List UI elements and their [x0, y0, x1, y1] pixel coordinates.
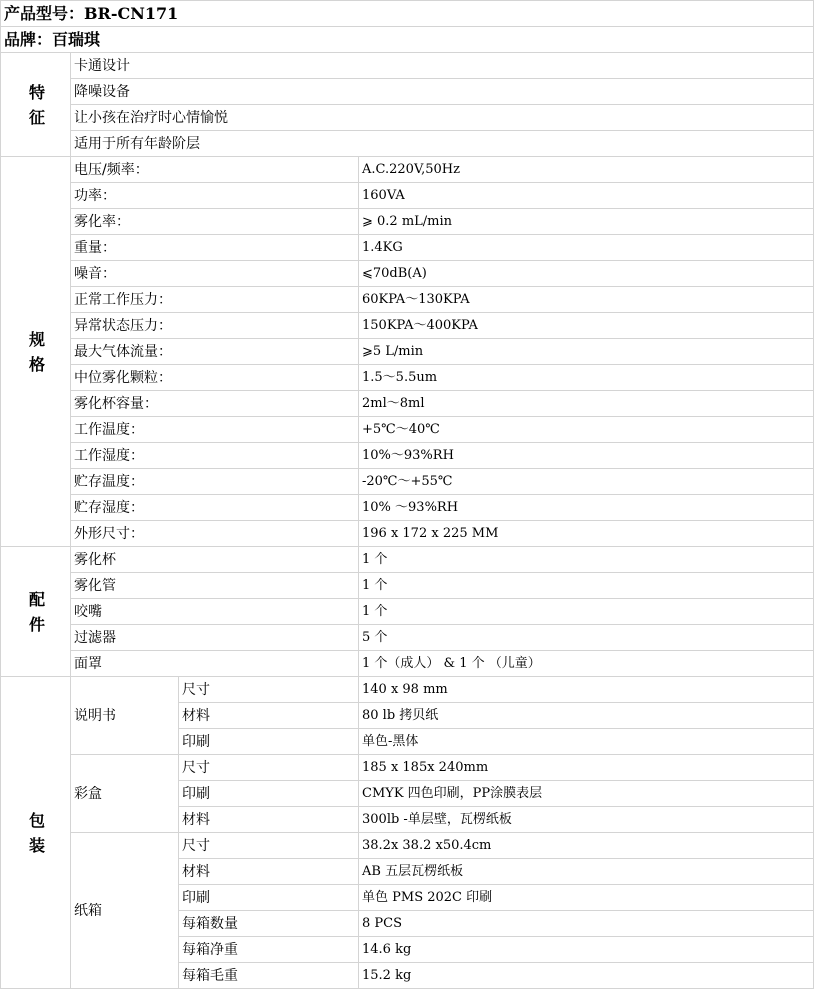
packaging-label: 尺寸 — [179, 833, 359, 859]
spec-value: 2ml～8ml — [359, 391, 814, 417]
accessory-row — [1, 599, 814, 625]
spec-row — [1, 495, 814, 521]
accessory-row — [1, 547, 814, 573]
spec-value: 150KPA～400KPA — [359, 313, 814, 339]
packaging-label: 材料 — [179, 703, 359, 729]
packaging-value: 14.6 kg — [359, 937, 814, 963]
spec-label: 功率： — [71, 183, 359, 209]
accessories-section-title — [1, 547, 71, 677]
packaging-label: 尺寸 — [179, 677, 359, 703]
spec-value: 1.5～5.5um — [359, 365, 814, 391]
product-brand: 品牌：百瑞琪 — [1, 27, 814, 53]
accessory-row — [1, 651, 814, 677]
packaging-row — [1, 677, 814, 703]
packaging-label: 印刷 — [179, 885, 359, 911]
spec-label: 中位雾化颗粒： — [71, 365, 359, 391]
packaging-value: 185 x 185x 240mm — [359, 755, 814, 781]
brand-row — [1, 27, 814, 53]
packaging-group-carton: 纸箱 — [71, 833, 179, 989]
packaging-label: 尺寸 — [179, 755, 359, 781]
accessory-label: 雾化管 — [71, 573, 359, 599]
spec-label: 工作温度： — [71, 417, 359, 443]
spec-row — [1, 443, 814, 469]
packaging-value: 300lb -单层壁，瓦楞纸板 — [359, 807, 814, 833]
specs-section-title — [1, 157, 71, 547]
spec-value: 160VA — [359, 183, 814, 209]
spec-row — [1, 261, 814, 287]
spec-value: 196 x 172 x 225 MM — [359, 521, 814, 547]
spec-row — [1, 313, 814, 339]
spec-label: 雾化率： — [71, 209, 359, 235]
packaging-value: 140 x 98 mm — [359, 677, 814, 703]
spec-value: ⩽70dB(A) — [359, 261, 814, 287]
spec-value: 60KPA～130KPA — [359, 287, 814, 313]
spec-label: 雾化杯容量： — [71, 391, 359, 417]
features-section-title — [1, 53, 71, 157]
spec-row — [1, 235, 814, 261]
accessory-label: 咬嘴 — [71, 599, 359, 625]
packaging-row — [1, 833, 814, 859]
spec-label: 异常状态压力： — [71, 313, 359, 339]
spec-label: 贮存湿度： — [71, 495, 359, 521]
accessories-section-title-char-2: 件 — [28, 614, 45, 634]
packaging-section-title — [1, 677, 71, 989]
packaging-label: 每箱毛重 — [179, 963, 359, 989]
packaging-label: 每箱净重 — [179, 937, 359, 963]
spec-label: 噪音： — [71, 261, 359, 287]
accessory-label: 面罩 — [71, 651, 359, 677]
packaging-label: 印刷 — [179, 781, 359, 807]
packaging-value: 单色 PMS 202C 印刷 — [359, 885, 814, 911]
feature-row — [1, 79, 814, 105]
spec-row — [1, 339, 814, 365]
feature-row — [1, 53, 814, 79]
spec-row — [1, 183, 814, 209]
spec-row — [1, 417, 814, 443]
accessory-label: 过滤器 — [71, 625, 359, 651]
accessory-value: 1 个 — [359, 599, 814, 625]
accessory-value: 1 个 — [359, 573, 814, 599]
accessory-value: 1 个 — [359, 547, 814, 573]
accessories-section-title-char-1: 配 — [28, 589, 45, 609]
packaging-row — [1, 755, 814, 781]
packaging-value: 8 PCS — [359, 911, 814, 937]
spec-label: 最大气体流量： — [71, 339, 359, 365]
product-model: 产品型号：BR-CN171 — [1, 1, 814, 27]
spec-label: 贮存温度： — [71, 469, 359, 495]
packaging-value: 单色-黑体 — [359, 729, 814, 755]
packaging-label: 材料 — [179, 859, 359, 885]
specs-section-title-char-2: 格 — [28, 354, 45, 374]
feature-row — [1, 105, 814, 131]
spec-label: 正常工作压力： — [71, 287, 359, 313]
spec-label: 外形尺寸： — [71, 521, 359, 547]
packaging-value: 38.2x 38.2 x50.4cm — [359, 833, 814, 859]
feature-item: 降噪设备 — [71, 79, 814, 105]
spec-value: A.C.220V,50Hz — [359, 157, 814, 183]
spec-label: 电压/频率： — [71, 157, 359, 183]
packaging-group-manual: 说明书 — [71, 677, 179, 755]
packaging-group-color-box: 彩盒 — [71, 755, 179, 833]
spec-row — [1, 287, 814, 313]
spec-row — [1, 469, 814, 495]
packaging-section-title-char-2: 装 — [28, 835, 45, 855]
feature-row — [1, 131, 814, 157]
accessory-value: 1 个（成人） & 1 个 （儿童） — [359, 651, 814, 677]
accessory-row — [1, 625, 814, 651]
spec-row — [1, 157, 814, 183]
packaging-label: 材料 — [179, 807, 359, 833]
feature-item: 适用于所有年龄阶层 — [71, 131, 814, 157]
spec-row — [1, 521, 814, 547]
accessory-label: 雾化杯 — [71, 547, 359, 573]
model-row — [1, 1, 814, 27]
accessory-value: 5 个 — [359, 625, 814, 651]
spec-value: +5℃～40℃ — [359, 417, 814, 443]
spec-label: 重量： — [71, 235, 359, 261]
spec-value: ⩾ 0.2 mL/min — [359, 209, 814, 235]
spec-label: 工作湿度： — [71, 443, 359, 469]
specs-section-title-char-1: 规 — [28, 329, 45, 349]
packaging-label: 每箱数量 — [179, 911, 359, 937]
spec-value: 1.4KG — [359, 235, 814, 261]
spec-value: -20℃～+55℃ — [359, 469, 814, 495]
spec-row — [1, 365, 814, 391]
spec-value: 10% ～93%RH — [359, 495, 814, 521]
packaging-section-title-char-1: 包 — [28, 810, 45, 830]
packaging-value: CMYK 四色印刷，PP涂膜表层 — [359, 781, 814, 807]
packaging-label: 印刷 — [179, 729, 359, 755]
spec-value: 10%～93%RH — [359, 443, 814, 469]
packaging-value: 80 lb 拷贝纸 — [359, 703, 814, 729]
features-section-title-char-2: 征 — [28, 107, 45, 127]
spec-row — [1, 209, 814, 235]
feature-item: 卡通设计 — [71, 53, 814, 79]
packaging-value: AB 五层瓦楞纸板 — [359, 859, 814, 885]
spec-row — [1, 391, 814, 417]
features-section-title-char-1: 特 — [28, 82, 45, 102]
accessory-row — [1, 573, 814, 599]
feature-item: 让小孩在治疗时心情愉悦 — [71, 105, 814, 131]
packaging-value: 15.2 kg — [359, 963, 814, 989]
spec-value: ⩾5 L/min — [359, 339, 814, 365]
